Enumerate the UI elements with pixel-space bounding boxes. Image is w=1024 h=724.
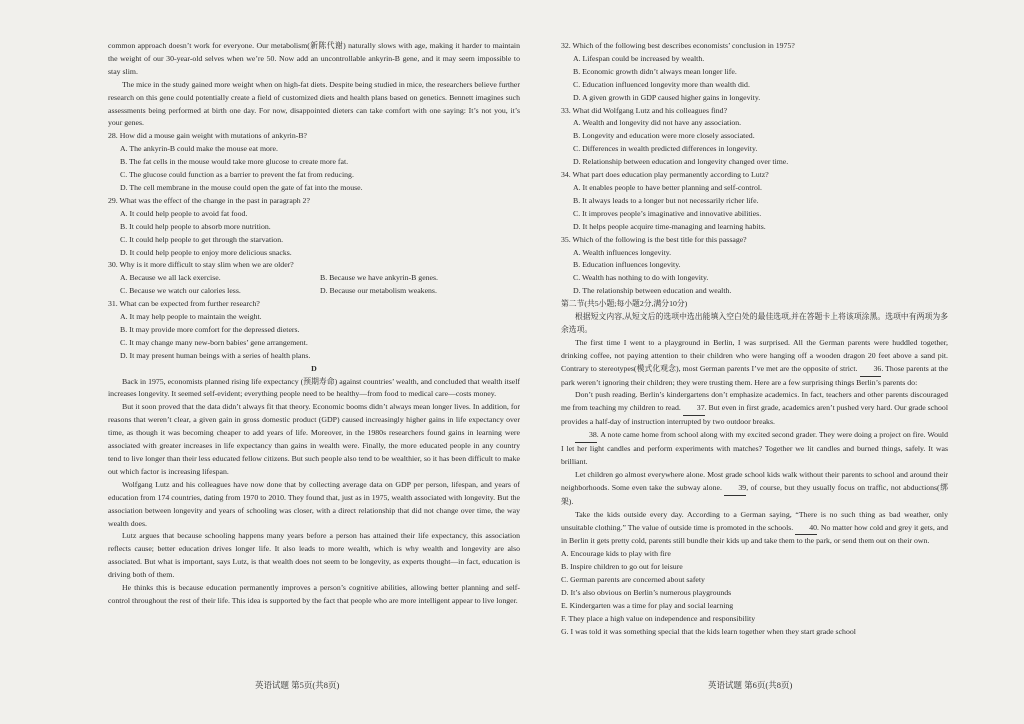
section-2-instructions: 根据短文内容,从短文后的选项中选出能填入空白处的最佳选项,并在答题卡上将该项涂黑。选项中有两项为多余选项。 [561,312,948,334]
page-footer-left: 英语试题 第5页(共8页) [255,680,340,690]
option-28a: A. The ankyrin-B could make the mouse eat more. [120,144,278,154]
option-35c: C. Wealth has nothing to do with longevity. [573,273,709,283]
option-32d: D. A given growth in GDP caused higher gains in longevity. [573,92,761,102]
option-35b: B. Education influences longevity. [573,260,681,270]
cloze-paragraph-5 [561,509,948,549]
blank-40: 40 [795,522,817,536]
options-30ab [108,272,520,285]
option-33c: C. Differences in wealth predicted differences in longevity. [573,144,758,154]
cloze-paragraph-1 [561,337,948,390]
option-34a: A. It enables people to have better planning and self-control. [573,182,763,192]
cloze-text-4b: , of course, but they usually focus on traffic, not abductions(绑架). [561,482,948,506]
section-2-heading: 第二节(共5小题;每小题2分,满分10分) [561,299,688,309]
cloze-text-5a: Take the kids outside every day. According to a German saying, “There is no such thing as bad weather, only unsuitable clothing.” The value of outside time is promoted in the schools. [561,509,948,532]
option-31a: A. It may help people to maintain the weight. [120,312,262,322]
option-30c: C. Because we watch our calories less. [120,286,241,296]
passage-d-paragraph-1: Back in 1975, economists planned rising life expectancy (预期寿命) against countries’ wealth, and concluded that wealth itself increases longevity. It seemed self-evident; everything people need to be healthy—from food to medical care—costs money. [108,376,520,399]
option-35a: A. Wealth influences longevity. [573,247,672,257]
section-d-heading: D [311,363,317,373]
option-32b: B. Economic growth didn’t always mean longer life. [573,66,737,76]
question-29: 29. What was the effect of the change in the past in paragraph 2? [108,195,310,205]
question-30: 30. Why is it more difficult to stay slim when we are older? [108,260,294,270]
option-33b: B. Longevity and education were more closely associated. [573,131,755,141]
options-30cd [108,285,520,298]
choice-a: A. Encourage kids to play with fire [561,549,671,559]
option-31c: C. It may change many new-born babies’ gene arrangement. [120,337,308,347]
option-34b: B. It always leads to a longer but not necessarily richer life. [573,195,759,205]
cloze-text-2a: Don’t push reading. Berlin’s kindergartens don’t emphasize academics. In fact, teachers and other parents discouraged me from teaching my children to read. [561,390,948,413]
cloze-paragraph-2 [561,389,948,429]
option-30a: A. Because we all lack exercise. [120,273,221,283]
question-35: 35. Which of the following is the best title for this passage? [561,234,747,244]
choice-e: E. Kindergarten was a time for play and social learning [561,600,734,610]
passage-d-paragraph-3: Wolfgang Lutz and his colleagues have now done that by collecting average data on GDP per person, lifespan, and years of education from 174 countries, dating from 1970 to 2010. They found that, just as in 1975, wealth associated with longevity. But the association between longevity and years of schooling was closer, with a direct relationship that did not change over time, the way wealth does. [108,479,520,528]
option-30b: B. Because we have ankyrin-B genes. [320,273,438,283]
blank-36: 36 [860,363,882,377]
choice-d: D. It’s also obvious on Berlin’s numerous playgrounds [561,588,732,598]
cloze-text-2b: . But even in first grade, academics aren’t pushed very hard. Our grade school provides a half-day of instruction interrupted by two outdoor breaks. [561,403,948,427]
cloze-text-1a: The first time I went to a playground in Berlin, I was surprised. All the German parents were huddled together, drinking coffee, not paying attention to their children who were hanging off a wooden dragon 20 feet above a sand pit. Contrary to stereotypes(模式化观念), most German parents I’ve met are the opposite of strict. [561,337,948,373]
choice-g: G. I was told it was something special that the kids learn together when they start grade school [561,626,856,636]
choice-b: B. Inspire children to go out for leisure [561,562,683,572]
blank-39: 39 [724,482,746,496]
option-35d: D. The relationship between education and wealth. [573,286,732,296]
passage-d-paragraph-5: He thinks this is because education permanently improves a person’s cognitive abilities, allowing better planning and self-control throughout the rest of their life. This idea is supported by the fact that people who are more intelligent appear to live longer. [108,583,520,605]
question-31: 31. What can be expected from further research? [108,299,260,309]
option-34c: C. It improves people’s imaginative and innovative abilities. [573,208,762,218]
option-34d: D. It helps people acquire time-managing and learning habits. [573,221,766,231]
cloze-text-5b: . No matter how cold and grey it gets, and in Berlin it gets pretty cold, parents still bundle their kids up and take them to the park, or send them out on their own. [561,522,948,546]
question-28: 28. How did a mouse gain weight with mutations of ankyrin-B? [108,131,308,141]
option-32a: A. Lifespan could be increased by wealth. [573,53,705,63]
page-footer-right: 英语试题 第6页(共8页) [708,680,793,690]
cloze-paragraph-4 [561,469,948,509]
passage-d-paragraph-4: Lutz argues that because schooling happens many years before a person has attained their life expectancy, this association reflects cause; better education drives longer life. It also leads to more wealth, which is why wealth and longevity are also associated. But what is important, says Lutz, is that wealth does not seem to be longevity, as experts thought—in fact, education is driving both of them. [108,531,520,580]
cloze-paragraph-3 [561,429,948,469]
option-28c: C. The glucose could function as a barrier to prevent the fat from reducing. [120,170,354,180]
option-29a: A. It could help people to avoid fat food. [120,208,248,218]
passage-c-end-paragraph: common approach doesn’t work for everyone. Our metabolism(新陈代谢) naturally slows with age, making it harder to maintain the weight of our 30-year-old selves when we’re 50. Now add an uncontrollable ankyrin-B gene, and it may seem impossible to stay slim. [108,41,520,76]
option-29d: D. It could help people to enjoy more delicious snacks. [120,247,292,257]
question-34: 34. What part does education play permanently according to Lutz? [561,170,769,180]
choice-c: C. German parents are concerned about safety [561,575,705,585]
blank-37: 37 [683,402,705,416]
option-28d: D. The cell membrane in the mouse could open the gate of fat into the mouse. [120,182,363,192]
option-29b: B. It could help people to absorb more nutrition. [120,221,271,231]
blank-38: 38 [575,429,597,443]
option-29c: C. It could help people to get through the starvation. [120,234,284,244]
left-column [108,40,520,608]
option-32c: C. Education influenced longevity more than wealth did. [573,79,750,89]
option-33d: D. Relationship between education and longevity changed over time. [573,157,789,167]
option-28b: B. The fat cells in the mouse would take more glucose to create more fat. [120,157,349,167]
option-31d: D. It may present human beings with a series of health plans. [120,350,311,360]
option-30d: D. Because our metabolism weakens. [320,286,437,296]
option-31b: B. It may provide more comfort for the depressed dieters. [120,324,300,334]
choice-f: F. They place a high value on independence and responsibility [561,613,756,623]
passage-c-paragraph: The mice in the study gained more weight when on high-fat diets. Despite being studied in mice, the researchers believe further research on this gene could potentially create a field of customized diets and health plans based on genetics. Bennett imagines such assessments being performed at birth one day. For now, disappointed dieters can take comfort with one saying: It’s not you, it’s your genes. [108,79,520,128]
option-33a: A. Wealth and longevity did not have any association. [573,118,742,128]
question-33: 33. What did Wolfgang Lutz and his colleagues find? [561,105,728,115]
right-column [561,40,948,639]
question-32: 32. Which of the following best describes economists’ conclusion in 1975? [561,41,795,50]
passage-d-paragraph-2: But it soon proved that the data didn’t always fit that theory. Economic booms didn’t always mean longer lives. In addition, for reasons that weren’t clear, a given gain in gross domestic product (GDP) caused increasingly higher gains in life expectancy over time, as though it was becoming cheaper to add years of life. Moreover, in the 1980s researchers found gains in learning were associated with greater increases in life expectancy than gains in wealth were. Finally, the more educated people in any country tend to live longer than their less educated fellow citizens. But such people also tend to be wealthier, so it has been difficult to make out which factor is increasing lifespan. [108,402,520,476]
cloze-text-1b: . Those parents at the park weren’t ignoring their children; they were trusting them. Here are a few surprising things Berlin’s parents do: [561,363,949,387]
cloze-text-3: . A note came home from school along with my excited second grader. They were doing a project on fire. Would I let her light candles and perform experiments with matches? Together we lit candles and burned things, safely. It was brilliant. [561,430,948,466]
cloze-text-4a: Let children go almost everywhere alone. Most grade school kids walk without their parents to school and around their neighborhoods. Some even take the subway alone. [561,469,948,492]
